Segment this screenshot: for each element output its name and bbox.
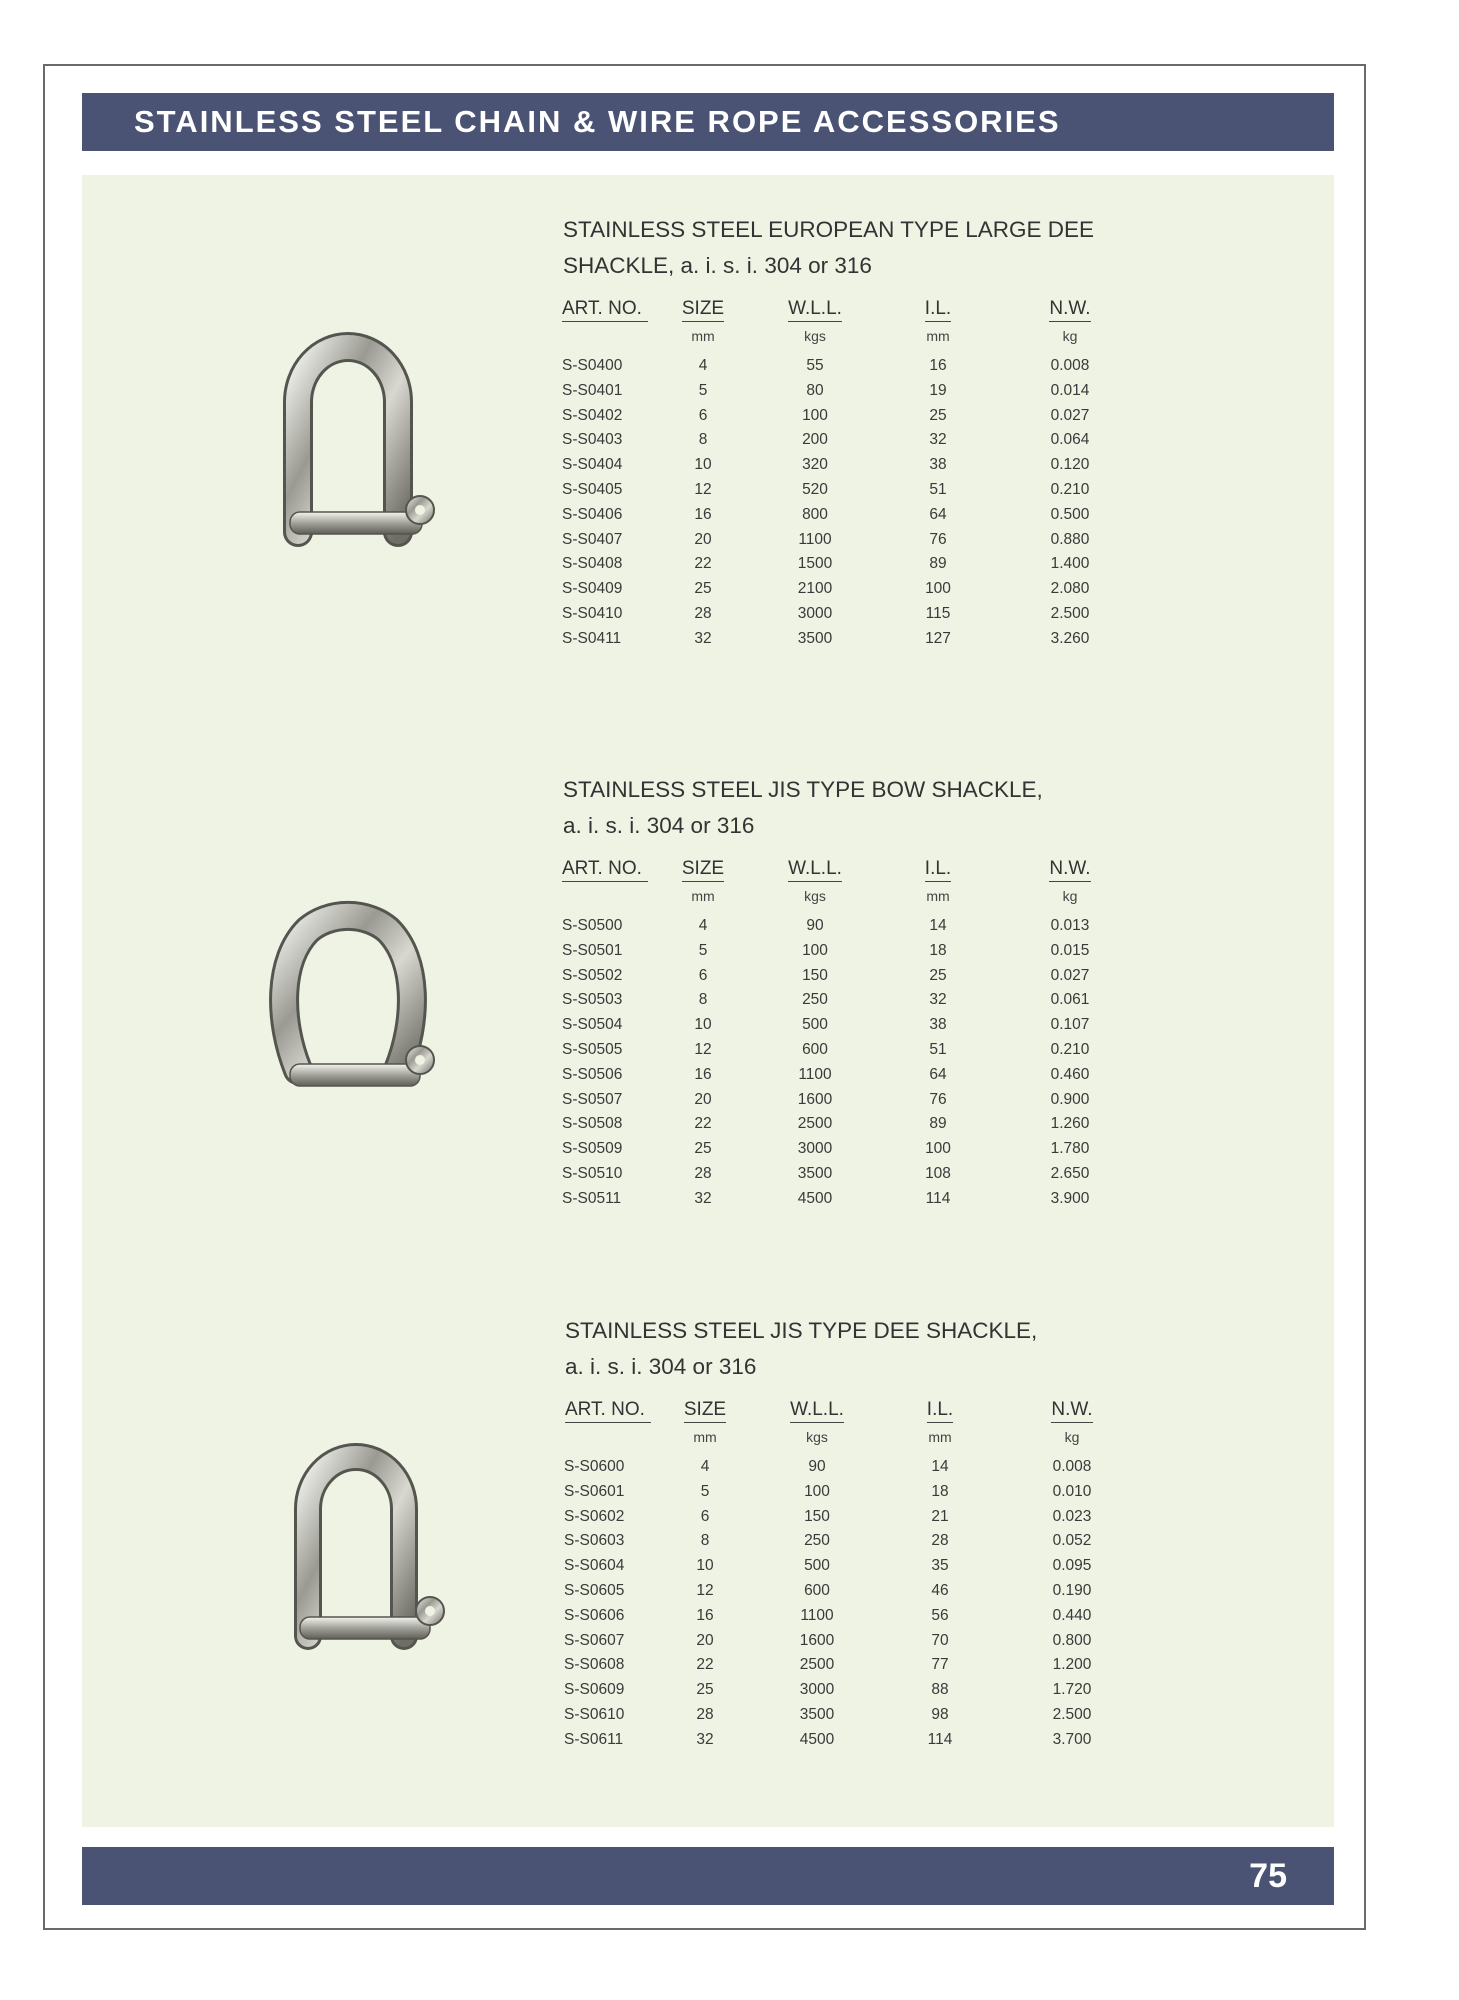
cell-il: 35: [931, 1557, 949, 1575]
unit-nw: kg: [1064, 1429, 1080, 1445]
table-row: [0, 1678, 1459, 1703]
cell-art-no: S-S0411: [562, 629, 622, 647]
cell-wll: 90: [808, 1458, 826, 1475]
cell-il: 114: [925, 1189, 951, 1207]
cell-nw: 0.107: [1050, 1016, 1090, 1034]
unit-il: mm: [928, 1429, 952, 1445]
cell-il: 100: [925, 580, 951, 598]
cell-art-no: S-S0504: [562, 1016, 623, 1034]
cell-il: 100: [925, 1140, 951, 1158]
unit-il: mm: [926, 888, 950, 904]
product-section-large-dee-shackle: [0, 212, 1459, 732]
table-row: [0, 1013, 1459, 1038]
table-row: [0, 428, 1459, 453]
cell-nw: 0.210: [1050, 1040, 1090, 1058]
cell-wll: 100: [802, 941, 828, 959]
cell-wll: 3500: [799, 1705, 835, 1723]
cell-wll: 3500: [797, 1164, 833, 1182]
table-row: [0, 1728, 1459, 1753]
cell-art-no: S-S0406: [562, 505, 623, 523]
cell-nw: 1.780: [1050, 1140, 1090, 1158]
table-row: [0, 1187, 1459, 1212]
cell-size: 8: [698, 431, 708, 449]
table-row: [0, 964, 1459, 989]
cell-size: 6: [698, 406, 708, 424]
cell-art-no: S-S0511: [562, 1189, 622, 1207]
cell-size: 16: [696, 1606, 714, 1624]
column-header-nw: N.W.: [1030, 298, 1110, 322]
cell-wll: 150: [804, 1507, 830, 1525]
cell-art-no: S-S0611: [564, 1730, 624, 1748]
unit-size: mm: [691, 328, 715, 344]
cell-il: 89: [929, 1115, 947, 1133]
column-header-wll: W.L.L.: [765, 298, 865, 322]
cell-wll: 55: [806, 357, 824, 374]
cell-size: 12: [694, 1040, 712, 1058]
cell-art-no: S-S0404: [562, 456, 623, 474]
table-row: [0, 1604, 1459, 1629]
column-header-size: SIZE: [668, 298, 738, 322]
cell-wll: 2100: [797, 580, 833, 598]
cell-size: 20: [694, 1090, 712, 1108]
cell-nw: 0.900: [1050, 1090, 1090, 1108]
cell-size: 25: [694, 1140, 712, 1158]
cell-nw: 0.061: [1050, 991, 1090, 1009]
cell-wll: 100: [804, 1482, 830, 1500]
column-header-il: I.L.: [905, 1399, 975, 1423]
table-row: [0, 1088, 1459, 1113]
cell-nw: 0.027: [1050, 966, 1090, 984]
table-row: [0, 1629, 1459, 1654]
cell-size: 8: [700, 1532, 710, 1550]
cell-il: 14: [931, 1458, 949, 1475]
table-row: [0, 914, 1459, 939]
cell-art-no: S-S0500: [562, 917, 623, 934]
cell-wll: 520: [802, 480, 828, 498]
cell-wll: 320: [802, 456, 828, 474]
cell-il: 25: [929, 406, 947, 424]
cell-nw: 2.500: [1050, 604, 1090, 622]
cell-il: 64: [929, 505, 947, 523]
page-number: 75: [1249, 1857, 1287, 1895]
cell-nw: 2.500: [1052, 1705, 1092, 1723]
cell-nw: 0.460: [1050, 1065, 1090, 1083]
section-title-line: STAINLESS STEEL JIS TYPE DEE SHACKLE,: [565, 1318, 1038, 1343]
cell-il: 25: [929, 966, 947, 984]
table-unit-row: [0, 888, 1459, 908]
column-header-art-no: ART. NO.: [562, 298, 652, 322]
cell-art-no: S-S0607: [564, 1631, 625, 1649]
cell-art-no: S-S0409: [562, 580, 623, 598]
cell-art-no: S-S0401: [562, 381, 623, 399]
cell-art-no: S-S0400: [562, 357, 623, 374]
cell-size: 32: [694, 1189, 712, 1207]
cell-size: 16: [694, 1065, 712, 1083]
cell-art-no: S-S0402: [562, 406, 623, 424]
table-row: [0, 988, 1459, 1013]
cell-size: 4: [698, 357, 708, 374]
cell-nw: 1.720: [1052, 1681, 1092, 1699]
cell-art-no: S-S0407: [562, 530, 623, 548]
footer-bar: [82, 1847, 1334, 1905]
cell-size: 10: [694, 456, 712, 474]
cell-art-no: S-S0606: [564, 1606, 625, 1624]
cell-nw: 2.650: [1050, 1164, 1090, 1182]
cell-size: 5: [700, 1482, 710, 1500]
table-row: [0, 1529, 1459, 1554]
cell-nw: 1.260: [1050, 1115, 1090, 1133]
cell-nw: 0.190: [1052, 1581, 1092, 1599]
cell-size: 32: [696, 1730, 714, 1748]
cell-art-no: S-S0405: [562, 480, 623, 498]
cell-il: 21: [931, 1507, 949, 1525]
table-row: [0, 478, 1459, 503]
table-body: [0, 1455, 1459, 1753]
cell-nw: 3.900: [1050, 1189, 1090, 1207]
product-section-jis-bow-shackle: [0, 772, 1459, 1292]
cell-art-no: S-S0602: [564, 1507, 625, 1525]
table-header-row: [0, 1399, 1459, 1425]
section-title-line: a. i. s. i. 304 or 316: [565, 1354, 757, 1379]
cell-art-no: S-S0609: [564, 1681, 625, 1699]
table-row: [0, 503, 1459, 528]
unit-wll: kgs: [804, 888, 826, 904]
cell-size: 25: [694, 580, 712, 598]
cell-wll: 3000: [797, 604, 833, 622]
cell-size: 5: [698, 941, 708, 959]
table-row: [0, 1505, 1459, 1530]
cell-il: 98: [931, 1705, 949, 1723]
cell-nw: 0.500: [1050, 505, 1090, 523]
cell-il: 76: [929, 1090, 947, 1108]
table-body: [0, 914, 1459, 1212]
cell-size: 8: [698, 991, 708, 1009]
cell-size: 20: [694, 530, 712, 548]
table-row: [0, 1480, 1459, 1505]
cell-il: 127: [925, 629, 951, 647]
unit-wll: kgs: [804, 328, 826, 344]
cell-size: 22: [694, 1115, 712, 1133]
cell-il: 51: [929, 480, 947, 498]
cell-art-no: S-S0510: [562, 1164, 623, 1182]
cell-size: 20: [696, 1631, 714, 1649]
table-row: [0, 627, 1459, 652]
column-header-wll: W.L.L.: [767, 1399, 867, 1423]
cell-wll: 3000: [797, 1140, 833, 1158]
cell-il: 18: [929, 941, 947, 959]
cell-wll: 4500: [797, 1189, 833, 1207]
table-row: [0, 528, 1459, 553]
cell-il: 89: [929, 555, 947, 573]
cell-size: 22: [696, 1656, 714, 1674]
cell-art-no: S-S0601: [564, 1482, 625, 1500]
cell-il: 115: [925, 604, 951, 622]
cell-art-no: S-S0408: [562, 555, 623, 573]
cell-il: 88: [931, 1681, 949, 1699]
cell-il: 32: [929, 991, 947, 1009]
cell-wll: 600: [802, 1040, 828, 1058]
cell-nw: 0.008: [1052, 1458, 1092, 1475]
cell-size: 4: [698, 917, 708, 934]
table-row: [0, 1703, 1459, 1728]
cell-wll: 800: [802, 505, 828, 523]
unit-size: mm: [693, 1429, 717, 1445]
cell-size: 4: [700, 1458, 710, 1475]
cell-nw: 0.014: [1050, 381, 1090, 399]
table-row: [0, 1137, 1459, 1162]
cell-art-no: S-S0610: [564, 1705, 625, 1723]
cell-il: 18: [931, 1482, 949, 1500]
table-row: [0, 1038, 1459, 1063]
cell-il: 38: [929, 1016, 947, 1034]
section-title: [565, 1313, 1165, 1385]
cell-il: 28: [931, 1532, 949, 1550]
cell-nw: 0.023: [1052, 1507, 1092, 1525]
unit-il: mm: [926, 328, 950, 344]
cell-art-no: S-S0503: [562, 991, 623, 1009]
cell-nw: 0.052: [1052, 1532, 1092, 1550]
unit-nw: kg: [1062, 888, 1078, 904]
cell-il: 19: [929, 381, 947, 399]
cell-wll: 3500: [797, 629, 833, 647]
table-unit-row: [0, 328, 1459, 348]
unit-size: mm: [691, 888, 715, 904]
cell-size: 32: [694, 629, 712, 647]
table-body: [0, 354, 1459, 652]
cell-art-no: S-S0605: [564, 1581, 625, 1599]
column-header-size: SIZE: [668, 858, 738, 882]
cell-wll: 80: [806, 381, 824, 399]
cell-nw: 0.210: [1050, 480, 1090, 498]
table-row: [0, 1579, 1459, 1604]
column-header-art-no: ART. NO.: [562, 858, 652, 882]
table-header-row: [0, 858, 1459, 884]
cell-size: 5: [698, 381, 708, 399]
table-row: [0, 1112, 1459, 1137]
cell-wll: 250: [804, 1532, 830, 1550]
cell-wll: 600: [804, 1581, 830, 1599]
cell-size: 12: [694, 480, 712, 498]
table-row: [0, 939, 1459, 964]
cell-wll: 90: [806, 917, 824, 934]
table-row: [0, 404, 1459, 429]
column-header-wll: W.L.L.: [765, 858, 865, 882]
cell-wll: 1500: [797, 555, 833, 573]
cell-nw: 0.880: [1050, 530, 1090, 548]
cell-size: 28: [694, 604, 712, 622]
cell-size: 12: [696, 1581, 714, 1599]
table-row: [0, 552, 1459, 577]
cell-wll: 1100: [800, 1606, 834, 1624]
cell-il: 70: [931, 1631, 949, 1649]
table-row: [0, 1162, 1459, 1187]
cell-nw: 3.700: [1052, 1730, 1092, 1748]
column-header-size: SIZE: [670, 1399, 740, 1423]
cell-size: 25: [696, 1681, 714, 1699]
cell-il: 76: [929, 530, 947, 548]
cell-art-no: S-S0505: [562, 1040, 623, 1058]
cell-art-no: S-S0509: [562, 1140, 623, 1158]
cell-nw: 2.080: [1050, 580, 1090, 598]
cell-size: 6: [700, 1507, 710, 1525]
table-row: [0, 1554, 1459, 1579]
cell-nw: 0.095: [1052, 1557, 1092, 1575]
cell-il: 77: [931, 1656, 949, 1674]
cell-size: 10: [696, 1557, 714, 1575]
cell-il: 51: [929, 1040, 947, 1058]
table-row: [0, 1653, 1459, 1678]
table-row: [0, 577, 1459, 602]
cell-il: 64: [929, 1065, 947, 1083]
cell-size: 16: [694, 505, 712, 523]
cell-size: 28: [694, 1164, 712, 1182]
cell-wll: 2500: [799, 1656, 835, 1674]
cell-wll: 500: [802, 1016, 828, 1034]
unit-nw: kg: [1062, 328, 1078, 344]
cell-il: 108: [925, 1164, 951, 1182]
product-section-jis-dee-shackle: [0, 1313, 1459, 1833]
section-title-line: STAINLESS STEEL JIS TYPE BOW SHACKLE,: [563, 777, 1043, 802]
cell-art-no: S-S0608: [564, 1656, 625, 1674]
cell-nw: 0.015: [1050, 941, 1090, 959]
section-title-line: a. i. s. i. 304 or 316: [563, 813, 755, 838]
cell-il: 38: [929, 456, 947, 474]
cell-wll: 500: [804, 1557, 830, 1575]
table-row: [0, 602, 1459, 627]
cell-art-no: S-S0507: [562, 1090, 623, 1108]
cell-wll: 1100: [798, 530, 832, 548]
cell-wll: 4500: [799, 1730, 835, 1748]
cell-il: 16: [929, 357, 947, 374]
section-title-line: SHACKLE, a. i. s. i. 304 or 316: [563, 253, 872, 278]
cell-il: 114: [927, 1730, 953, 1748]
cell-wll: 1600: [797, 1090, 833, 1108]
header-bar: [82, 93, 1334, 151]
table-header-row: [0, 298, 1459, 324]
cell-wll: 100: [802, 406, 828, 424]
cell-nw: 0.013: [1050, 917, 1090, 934]
cell-il: 46: [931, 1581, 949, 1599]
table-row: [0, 354, 1459, 379]
column-header-il: I.L.: [903, 858, 973, 882]
section-title: [563, 212, 1163, 284]
cell-nw: 0.800: [1052, 1631, 1092, 1649]
cell-art-no: S-S0508: [562, 1115, 623, 1133]
cell-nw: 1.200: [1052, 1656, 1092, 1674]
cell-wll: 1600: [799, 1631, 835, 1649]
column-header-art-no: ART. NO.: [565, 1399, 655, 1423]
cell-nw: 1.400: [1050, 555, 1090, 573]
cell-art-no: S-S0603: [564, 1532, 625, 1550]
column-header-nw: N.W.: [1030, 858, 1110, 882]
cell-wll: 150: [802, 966, 828, 984]
cell-nw: 0.440: [1052, 1606, 1092, 1624]
cell-nw: 0.027: [1050, 406, 1090, 424]
cell-art-no: S-S0502: [562, 966, 623, 984]
cell-art-no: S-S0506: [562, 1065, 623, 1083]
cell-size: 28: [696, 1705, 714, 1723]
cell-art-no: S-S0600: [564, 1458, 625, 1475]
table-row: [0, 1063, 1459, 1088]
cell-nw: 0.010: [1052, 1482, 1092, 1500]
cell-nw: 3.260: [1050, 629, 1090, 647]
cell-art-no: S-S0403: [562, 431, 623, 449]
cell-nw: 0.008: [1050, 357, 1090, 374]
cell-size: 22: [694, 555, 712, 573]
cell-il: 32: [929, 431, 947, 449]
cell-size: 6: [698, 966, 708, 984]
cell-art-no: S-S0604: [564, 1557, 625, 1575]
table-row: [0, 453, 1459, 478]
cell-wll: 3000: [799, 1681, 835, 1699]
page-title: STAINLESS STEEL CHAIN & WIRE ROPE ACCESSORIES: [134, 104, 1061, 139]
cell-nw: 0.120: [1050, 456, 1090, 474]
section-title: [563, 772, 1163, 844]
unit-wll: kgs: [806, 1429, 828, 1445]
table-row: [0, 379, 1459, 404]
section-title-line: STAINLESS STEEL EUROPEAN TYPE LARGE DEE: [563, 217, 1095, 242]
cell-wll: 1100: [798, 1065, 832, 1083]
cell-wll: 200: [802, 431, 828, 449]
column-header-il: I.L.: [903, 298, 973, 322]
column-header-nw: N.W.: [1032, 1399, 1112, 1423]
cell-il: 56: [931, 1606, 949, 1624]
cell-size: 10: [694, 1016, 712, 1034]
table-unit-row: [0, 1429, 1459, 1449]
cell-art-no: S-S0501: [562, 941, 623, 959]
cell-nw: 0.064: [1050, 431, 1090, 449]
cell-wll: 2500: [797, 1115, 833, 1133]
cell-il: 14: [929, 917, 947, 934]
cell-art-no: S-S0410: [562, 604, 623, 622]
cell-wll: 250: [802, 991, 828, 1009]
table-row: [0, 1455, 1459, 1480]
